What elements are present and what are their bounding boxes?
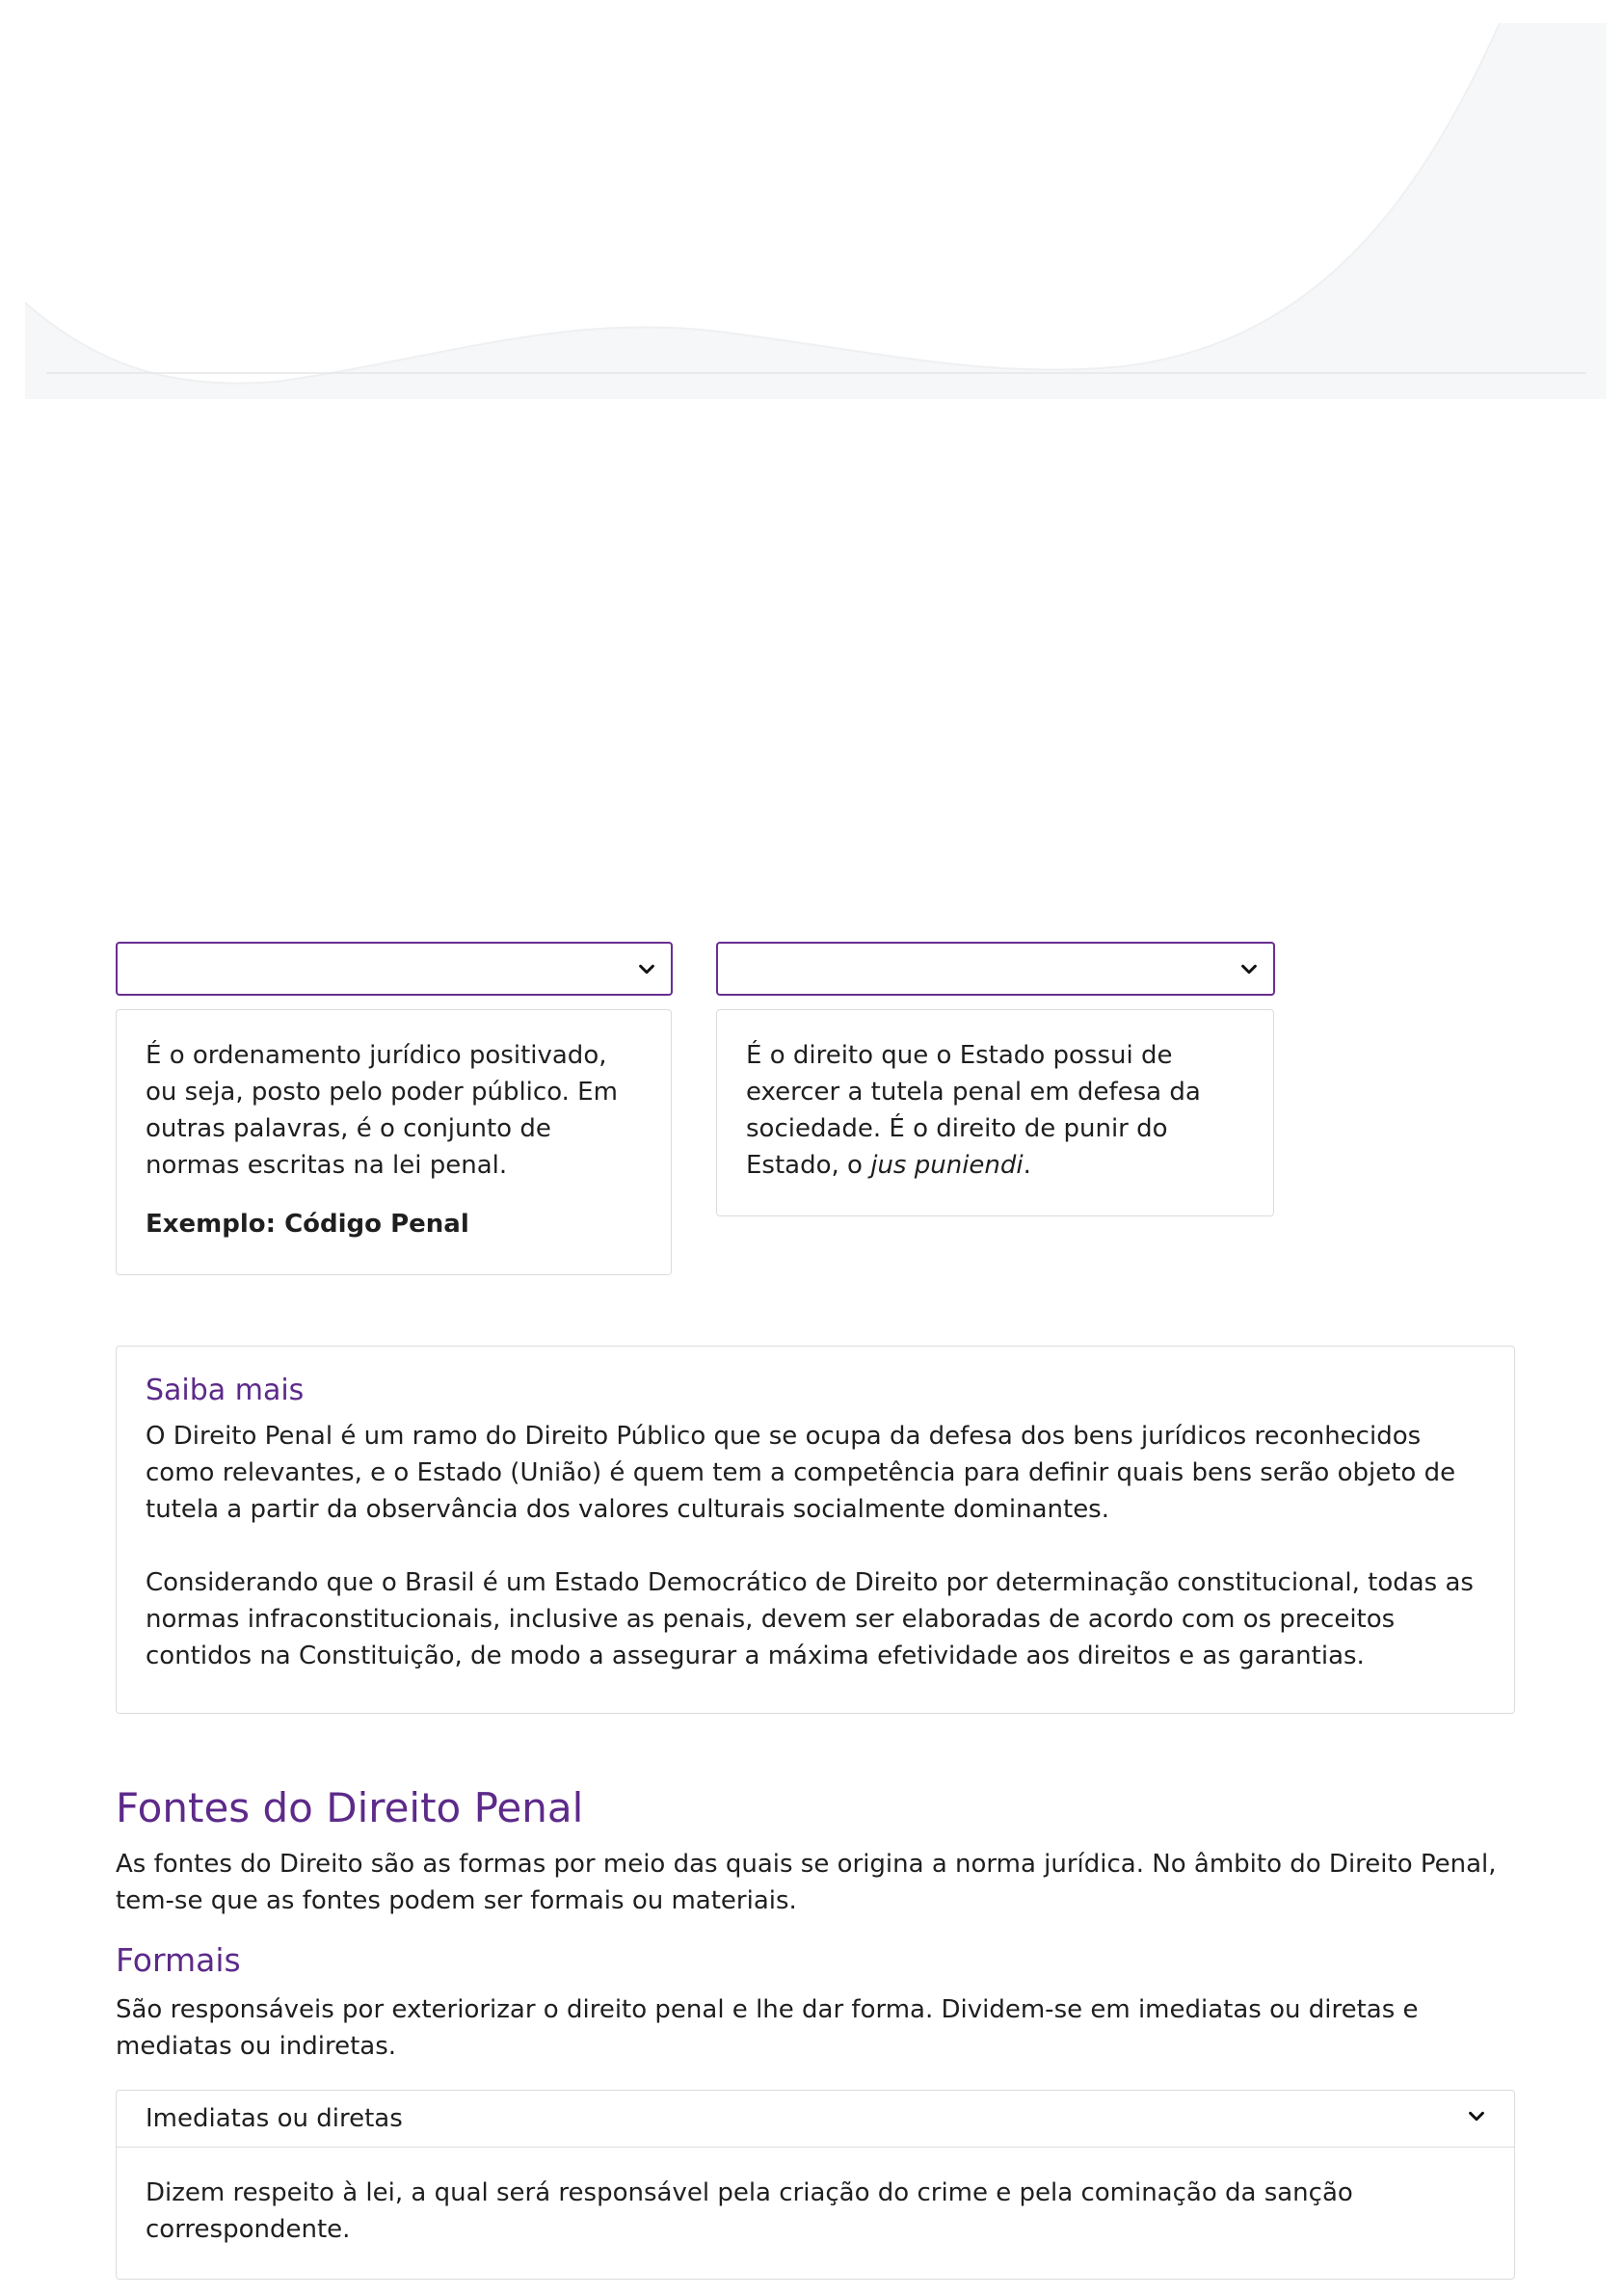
chevron-down-icon: [1238, 959, 1260, 980]
header-banner: [25, 23, 1607, 399]
saiba-mais-box: [116, 1346, 1515, 1714]
card-2-text: [746, 1037, 1244, 1184]
card-2-text-main: É o direito que o Estado possui de exercer a tutela penal em defesa da sociedade. É o direito de punir do Estado, o: [746, 1041, 1201, 1180]
section-heading: Fontes do Direito Penal: [116, 1784, 584, 1831]
subsection-text: São responsáveis por exteriorizar o direito penal e lhe dar forma. Dividem-se em imediatas ou diretas e mediatas ou indiretas.: [116, 1995, 1419, 2061]
card-2-emphasis: jus puniendi: [870, 1151, 1024, 1180]
saiba-mais-title: Saiba mais: [146, 1374, 305, 1407]
accordion-title: Imediatas ou diretas: [146, 2104, 403, 2133]
card-1-example: Exemplo: Código Penal: [146, 1210, 469, 1239]
card-2-text-end: .: [1023, 1151, 1031, 1180]
definition-card-2: [716, 1009, 1274, 1216]
accordion-header[interactable]: [117, 2091, 1514, 2148]
card-1-text: É o ordenamento jurídico positivado, ou seja, posto pelo poder público. Em outras palavras, é o conjunto de normas escritas na lei penal.: [146, 1041, 618, 1180]
subsection-heading: Formais: [116, 1941, 241, 1979]
dropdown-1[interactable]: [116, 942, 673, 996]
accordion-imediatas: [116, 2090, 1515, 2280]
chevron-down-icon: [1466, 2106, 1487, 2127]
chevron-down-icon: [636, 959, 657, 980]
accordion-body: Dizem respeito à lei, a qual será responsável pela criação do crime e pela cominação da sanção correspondente.: [146, 2178, 1353, 2244]
section-intro: As fontes do Direito são as formas por meio das quais se origina a norma jurídica. No âmbito do Direito Penal, tem-se que as fontes podem ser formais ou materiais.: [116, 1850, 1497, 1915]
saiba-mais-paragraph-1: O Direito Penal é um ramo do Direito Público que se ocupa da defesa dos bens jurídicos reconhecidos como relevantes, e o Estado (União) é quem tem a competência para definir quais bens serão objeto de tutela a partir da observância dos valores culturais socialmente dominantes.: [146, 1422, 1456, 1524]
wave-background: [25, 23, 1607, 399]
saiba-mais-paragraph-2: Considerando que o Brasil é um Estado Democrático de Direito por determinação constitucional, todas as normas infraconstitucionais, inclusive as penais, devem ser elaboradas de acordo com os preceitos contidos na Constituição, de modo a assegurar a máxima efetividade aos direitos e as garantias.: [146, 1568, 1474, 1670]
definition-card-1: [116, 1009, 672, 1275]
dropdown-2[interactable]: [716, 942, 1275, 996]
